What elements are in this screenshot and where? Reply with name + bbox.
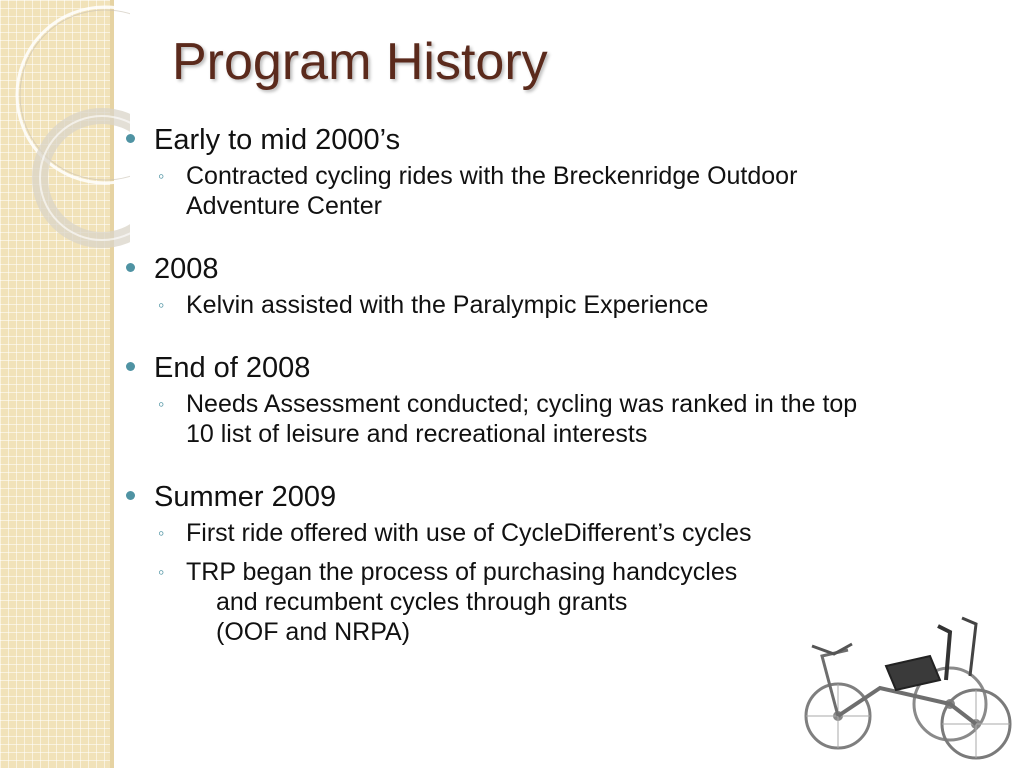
bullet-list [124,122,984,669]
sub-bullet-icon: ◦ [158,394,165,414]
sub-item-text: 10 list of leisure and recreational interests [186,420,648,448]
sub-bullet-icon: ◦ [158,166,165,186]
sub-item-text: Kelvin assisted with the Paralympic Experience [186,291,709,319]
list-item [124,251,984,320]
handcycle-icon [800,616,1024,768]
sub-item-text: Contracted cycling rides with the Breckenridge Outdoor [186,162,798,190]
item-heading: 2008 [154,253,219,285]
sub-item [154,290,984,320]
decorative-rings [0,0,130,260]
list-item [124,122,984,221]
sub-item [154,389,984,449]
sub-item-text: Adventure Center [186,192,382,220]
bullet-dot-icon [126,362,135,371]
sub-bullet-icon: ◦ [158,523,165,543]
sub-item-text: Needs Assessment conducted; cycling was ranked in the top [186,390,858,418]
item-heading: Summer 2009 [154,481,337,513]
sub-bullet-icon: ◦ [158,562,165,582]
bullet-dot-icon [126,263,135,272]
page-title: Program History [172,33,548,91]
sub-item-text: and recumbent cycles through grants [216,588,628,616]
item-heading: Early to mid 2000’s [154,124,401,156]
sub-bullet-icon: ◦ [158,295,165,315]
list-item [124,350,984,449]
bullet-dot-icon [126,491,135,500]
sub-item-text: TRP began the process of purchasing handcycles [186,558,738,586]
sub-item-text: (OOF and NRPA) [216,618,411,646]
item-heading: End of 2008 [154,352,311,384]
sub-item [154,518,984,548]
bullet-dot-icon [126,134,135,143]
sub-item-text: First ride offered with use of CycleDifferent’s cycles [186,519,752,547]
sub-item [154,161,984,221]
